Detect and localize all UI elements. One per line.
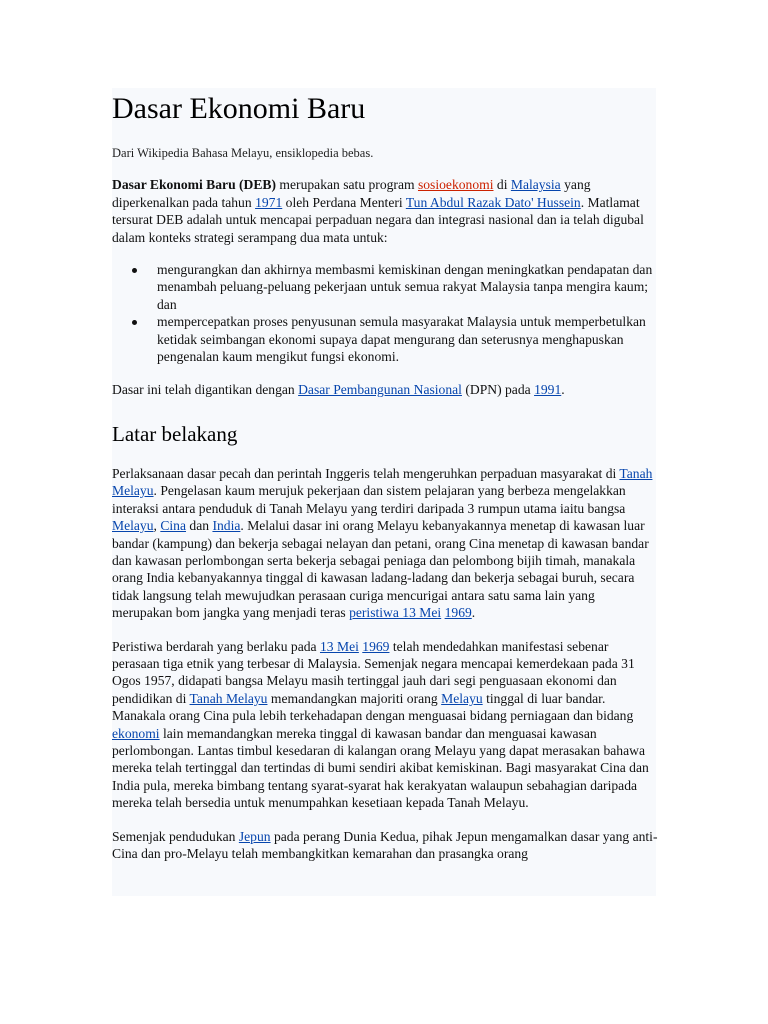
paragraph-text: . Pengelasan kaum merujuk pekerjaan dan sistem pelajaran yang berbeza mengelakkan interaksi antara penduduk di Tanah Melayu yang terdiri daripada 3 rumpun utama iaitu bangsa <box>112 483 626 516</box>
link-peristiwa-13-mei[interactable]: peristiwa 13 Mei <box>349 605 442 621</box>
background-paragraph-3 <box>112 828 658 863</box>
paragraph-text: . Melalui dasar ini orang Melayu kebanyakannya menetap di kawasan luar bandar (kampung) dan bekerja sebagai nelayan dan petani, orang Cina menetap di kawasan bandar dan kawasan perlombongan serta bekerja sebagai peniaga dan pelombong bijih timah, manakala orang India kebanyakannya tinggal di kawasan ladang-ladang dan bekerja sebagai buruh, secara tidak langsung telah mewujudkan perasaan curiga mencurigai antara satu sama lain yang merupakan bom jangka yang menjadi teras <box>112 518 649 621</box>
link-jepun[interactable]: Jepun <box>238 828 271 844</box>
bullet-icon <box>132 320 137 325</box>
link-malaysia[interactable]: Malaysia <box>510 177 561 193</box>
paragraph-text: Semenjak pendudukan <box>112 828 239 844</box>
paragraph-text: tinggal di luar bandar. Manakala orang Cina pula lebih terkehadapan dengan menguasai bidang perniagaan dan bidang <box>112 690 634 724</box>
list-item <box>157 261 658 313</box>
section-heading: Latar belakang <box>112 421 238 446</box>
link-1971[interactable]: 1971 <box>255 194 283 210</box>
paragraph-text: lain memandangkan mereka tinggal di kawasan bandar dan menguasai kawasan perlombongan. Lantas timbul kesedaran di kalangan orang Melayu yang dapat merasakan bahawa mereka telah tertinggal dan tertindas di bumi sendiri akibat kemiskinan. Bagi masyarakat Cina dan India pula, mereka bimbang tentang syarat-syarat hak kerakyatan walaupun sebahagian daripada mereka telah bersedia untuk menumpahkan kesetiaan kepada Tanah Melayu. <box>112 725 649 811</box>
link-tanah-melayu[interactable]: Tanah Melayu <box>112 465 653 499</box>
strategy-list <box>112 261 658 365</box>
link-1969[interactable]: 1969 <box>362 638 390 654</box>
paragraph-text: Dasar ini telah digantikan dengan <box>112 382 299 398</box>
intro-text: yang diperkenalkan pada tahun <box>112 177 591 210</box>
background-paragraph-2 <box>112 638 658 812</box>
link-tanah-melayu[interactable]: Tanah Melayu <box>189 690 268 706</box>
link-sosioekonomi[interactable]: sosioekonomi <box>417 177 494 193</box>
link-cina[interactable]: Cina <box>160 518 187 534</box>
paragraph-text: memandangkan majoriti orang <box>267 690 442 706</box>
paragraph-text: pada perang Dunia Kedua, pihak Jepun mengamalkan dasar yang anti-Cina dan pro-Melayu telah membangkitkan kemarahan dan prasangka orang <box>112 828 658 861</box>
list-item-text: mempercepatkan proses penyusunan semula masyarakat Malaysia untuk memperbetulkan ketidak seimbangan ekonomi supaya dapat mengurang dan seterusnya menghapuskan pengenalan kaum mengikut fungsi ekonomi. <box>157 314 646 365</box>
intro-text: merupakan satu program <box>276 177 418 193</box>
link-1991[interactable]: 1991 <box>534 382 562 398</box>
paragraph-text: dan <box>186 518 213 534</box>
paragraph-text: (DPN) pada <box>461 382 535 398</box>
paragraph-text: . <box>561 382 565 398</box>
bullet-icon <box>132 268 137 273</box>
intro-text: . Matlamat tersurat DEB adalah untuk mencapai perpaduan negara dan integrasi nasional dan ia telah digubal dalam konteks strategi serampang dua mata untuk: <box>112 194 644 245</box>
tagline: Dari Wikipedia Bahasa Melayu, ensiklopedia bebas. <box>112 146 374 160</box>
intro-text: di <box>493 177 511 193</box>
intro-paragraph <box>112 176 658 246</box>
link-13-mei[interactable]: 13 Mei <box>319 638 359 654</box>
background-paragraph-1 <box>112 465 658 622</box>
list-item <box>157 313 658 365</box>
paragraph-text: , <box>153 518 161 534</box>
link-dasar-pembangunan-nasional[interactable]: Dasar Pembangunan Nasional <box>298 382 462 398</box>
paragraph-text: Peristiwa berdarah yang berlaku pada <box>112 638 320 654</box>
link-ekonomi[interactable]: ekonomi <box>112 725 160 741</box>
list-item-text: mengurangkan dan akhirnya membasmi kemiskinan dengan meningkatkan pendapatan dan menambah peluang-peluang pekerjaan untuk semua rakyat Malaysia tanpa mengira kaum; dan <box>157 262 653 312</box>
paragraph-text: telah mendedahkan manifestasi sebenar perasaan tiga etnik yang terbesar di Malaysia. Semenjak negara mencapai kemerdekaan pada 31 Ogos 1957, didapati bangsa Melayu masih tertinggal jauh dari segi penguasaan ekonomi dan pendidikan di <box>112 638 635 706</box>
paragraph-text: . <box>471 605 476 621</box>
link-melayu[interactable]: Melayu <box>112 518 154 534</box>
link-tun-abdul-razak[interactable]: Tun Abdul Razak Dato' Hussein <box>405 194 581 210</box>
link-india[interactable]: India <box>212 518 241 534</box>
link-1969[interactable]: 1969 <box>444 605 472 621</box>
paragraph-text: Perlaksanaan dasar pecah dan perintah Inggeris telah mengeruhkan perpaduan masyarakat di <box>112 465 620 481</box>
intro-text: oleh Perdana Menteri <box>282 194 406 210</box>
replaced-paragraph <box>112 381 658 398</box>
page-title: Dasar Ekonomi Baru <box>112 92 366 125</box>
article <box>112 88 658 862</box>
intro-bold-term: Dasar Ekonomi Baru (DEB) <box>112 177 277 193</box>
link-melayu[interactable]: Melayu <box>441 690 483 706</box>
